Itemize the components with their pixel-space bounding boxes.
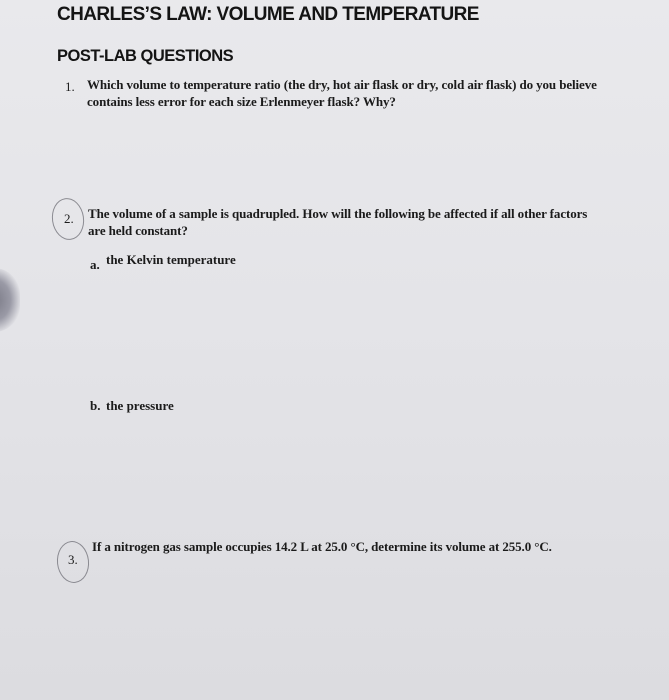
question-number: 1.: [65, 79, 75, 94]
subpart-letter: a.: [90, 257, 100, 272]
document-title: CHARLES’S LAW: VOLUME AND TEMPERATURE: [57, 4, 479, 25]
question-text-line: contains less error for each size Erlenmeyer flask? Why?: [87, 94, 396, 109]
subpart-letter: b.: [90, 398, 101, 413]
section-heading: POST-LAB QUESTIONS: [57, 47, 234, 65]
subpart-text: the pressure: [106, 398, 174, 413]
question-text-line: are held constant?: [88, 223, 188, 238]
question-text-line: If a nitrogen gas sample occupies 14.2 L at 25.0 °C, determine its volume at 255.0 °C.: [92, 539, 552, 554]
page-edge-shadow: [0, 268, 20, 332]
question-text-line: The volume of a sample is quadrupled. How will the following be affected if all other factors: [88, 206, 588, 221]
subpart-text: the Kelvin temperature: [106, 252, 236, 267]
question-number: 3.: [68, 552, 78, 567]
question-text-line: Which volume to temperature ratio (the dry, hot air flask or dry, cold air flask) do you believe: [87, 77, 597, 92]
question-number: 2.: [64, 211, 74, 226]
